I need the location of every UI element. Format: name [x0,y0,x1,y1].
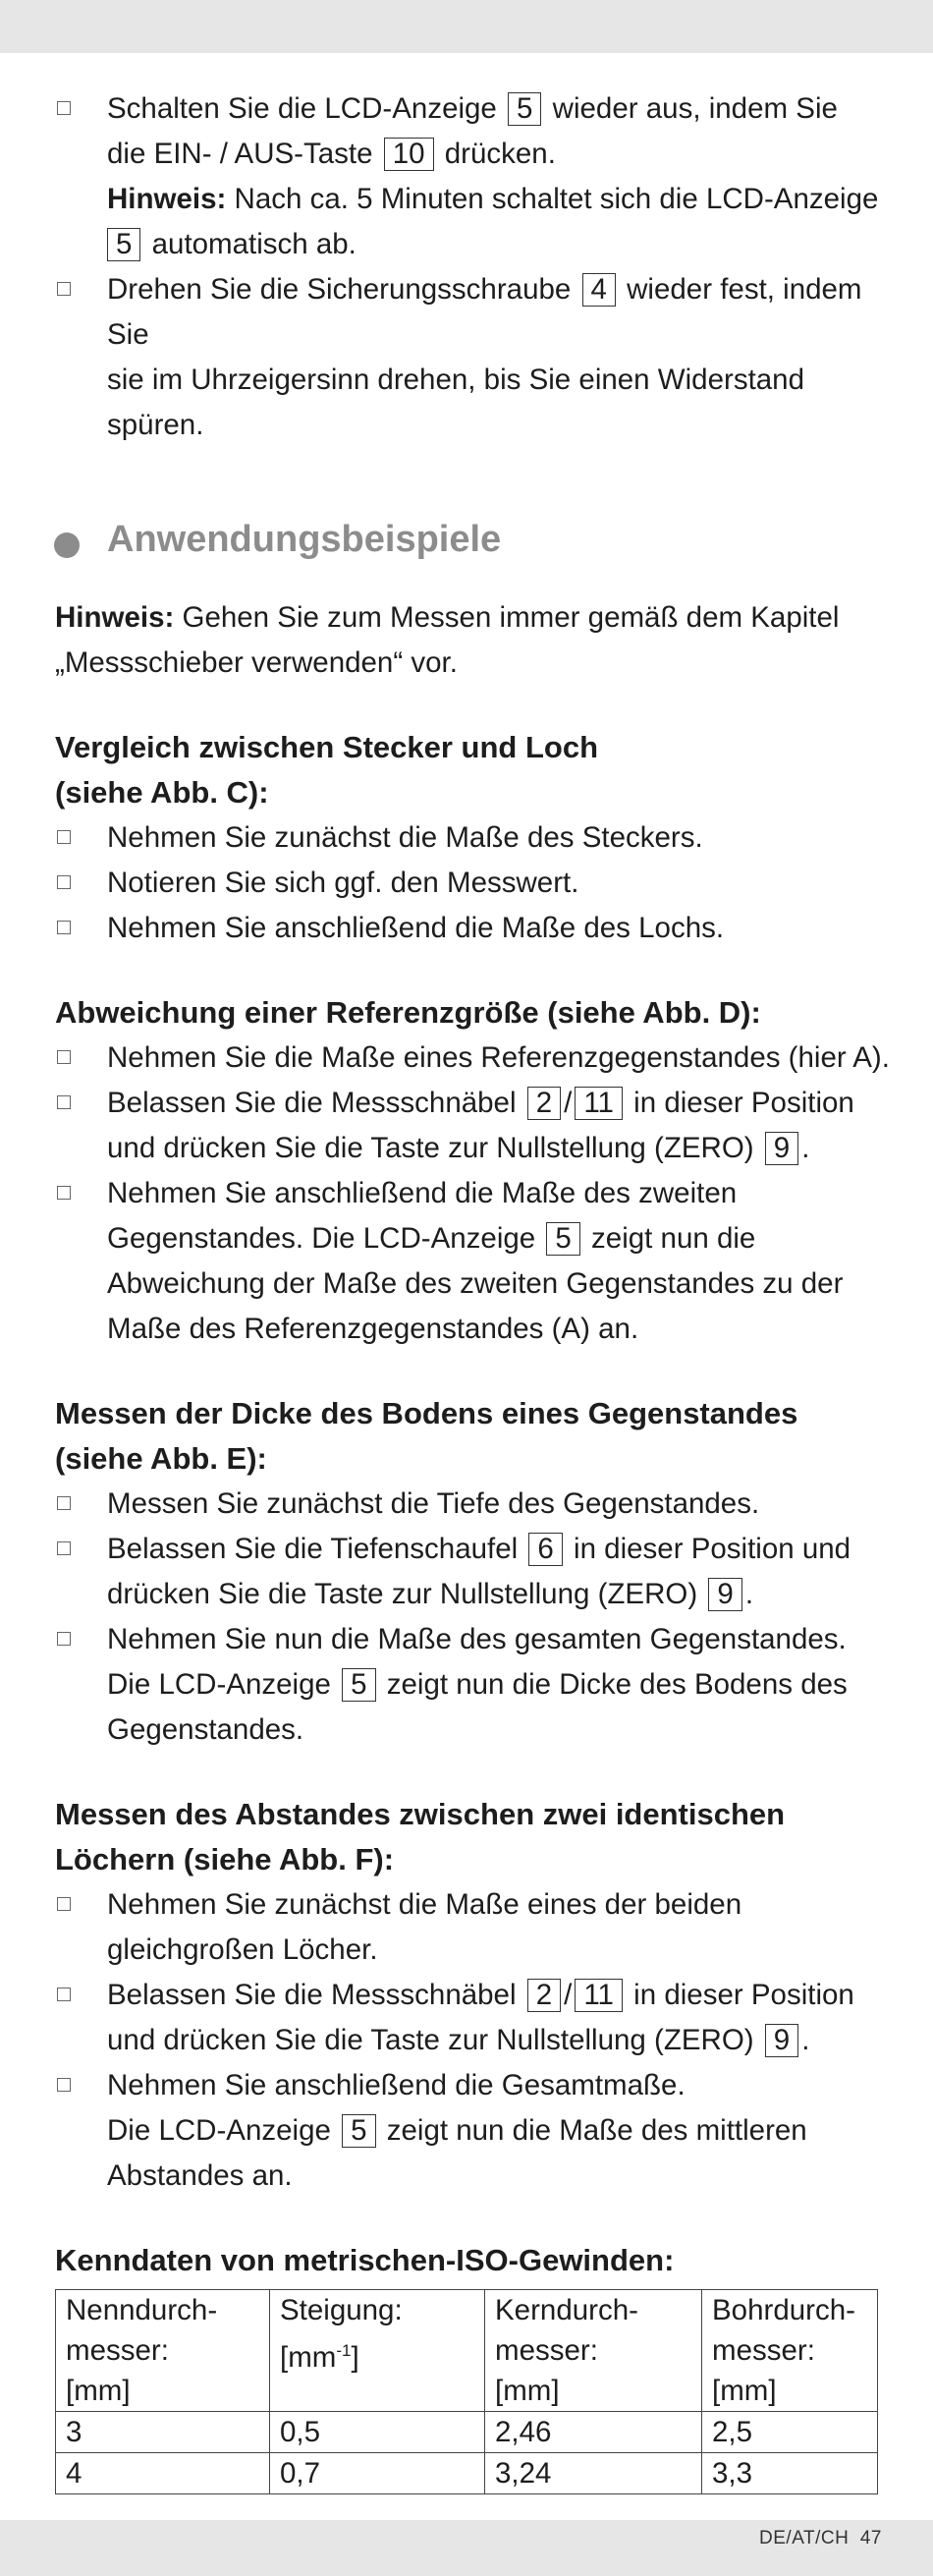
checkbox-bullet-icon [57,282,71,296]
note-label: Hinweis: [107,183,227,215]
list-item: Belassen Sie die Tiefenschaufel 6 in dieser Position und drücken Sie die Taste zur Nullstellung (ZERO) 9 . [0,1527,933,1617]
table-header-row [56,2290,878,2412]
intro-note: Hinweis: Gehen Sie zum Messen immer gemäß dem Kapitel „Messschieber verwenden“ vor. [55,601,840,679]
part-number-box: 10 [384,138,434,171]
part-number-box: 5 [508,92,541,126]
table-header-cell: Nenndurch- messer: [mm] [56,2290,270,2412]
section-title: Anwendungsbeispiele [0,515,933,574]
checkbox-bullet-icon [57,1186,71,1200]
table-header-cell: Kerndurch- messer: [mm] [485,2290,702,2412]
part-number-box: 11 [575,1979,623,2012]
part-number-box: 11 [575,1087,623,1120]
part-number-box: 9 [708,1578,741,1611]
part-number-box: 5 [342,1668,375,1702]
list-item: Nehmen Sie die Maße eines Referenzgegenstandes (hier A). [0,1036,933,1081]
thread-data-table [55,2289,878,2494]
part-number-box: 2 [527,1087,561,1120]
table-row [56,2412,878,2453]
checkbox-bullet-icon [57,830,71,844]
part-number-box: 5 [107,228,140,261]
table-title: Kenndaten von metrischen-ISO-Gewinden: [55,2243,675,2277]
list-item: Nehmen Sie anschließend die Gesamtmaße. Die LCD-Anzeige 5 zeigt nun die Maße des mittleren Abstandes an. [0,2063,933,2199]
table-cell: 2,46 [485,2412,702,2453]
list-item: Nehmen Sie zunächst die Maße eines der beiden gleichgroßen Löcher. [0,1882,933,1973]
list-item: Notieren Sie sich ggf. den Messwert. [0,861,933,906]
list-item: Nehmen Sie zunächst die Maße des Steckers. [0,815,933,861]
table-header-cell: Steigung: $[mm^{-1}]$ [270,2290,485,2412]
page-number: 47 [859,2528,882,2548]
checkbox-bullet-icon [57,1496,71,1510]
subheading: Messen des Abstandes zwischen zwei identischen Löchern (siehe Abb. F): [55,1797,786,1876]
table-header-cell: Bohrdurch- messer: [mm] [702,2290,878,2412]
section-bullet-icon [54,532,80,558]
page-content [0,86,933,2494]
region-label: DE/AT/CH [759,2528,850,2548]
top-bar [0,0,933,53]
checkbox-bullet-icon [57,2078,71,2092]
list-item: Nehmen Sie anschließend die Maße des Lochs. [0,906,933,951]
subheading: Abweichung einer Referenzgröße (siehe Abb. D): [55,995,761,1030]
list-item: Nehmen Sie nun die Maße des gesamten Gegenstandes. Die LCD-Anzeige 5 zeigt nun die Dicke des Bodens des Gegenstandes. [0,1617,933,1753]
list-item: Nehmen Sie anschließend die Maße des zweiten Gegenstandes. Die LCD-Anzeige 5 zeigt nun die Abweichung der Maße des zweiten Gegenstandes zu der Maße des Referenzgegenstandes (A) an. [0,1171,933,1352]
page-footer [759,2528,882,2549]
list-item: Drehen Sie die Sicherungsschraube 4 wieder fest, indem Sie sie im Uhrzeigersinn drehen, bis Sie einen Widerstand spüren. [0,267,933,448]
checkbox-bullet-icon [57,1050,71,1064]
list-item: Schalten Sie die LCD-Anzeige 5 wieder aus, indem Sie die EIN- / AUS-Taste 10 drücken. Hinweis: Nach ca. 5 Minuten schaltet sich die LCD-Anzeige 5 automatisch ab. [0,86,933,267]
table-row [56,2453,878,2494]
checkbox-bullet-icon [57,1897,71,1911]
table-cell: 2,5 [702,2412,878,2453]
table-cell: 3,3 [702,2453,878,2494]
part-number-box: 6 [528,1533,562,1566]
table-cell: 0,5 [270,2412,485,2453]
list-item: Belassen Sie die Messschnäbel 2 / 11 in dieser Position und drücken Sie die Taste zur Nullstellung (ZERO) 9 . [0,1973,933,2063]
part-number-box: 5 [546,1222,579,1256]
checkbox-bullet-icon [57,101,71,115]
part-number-box: 9 [765,2024,798,2057]
checkbox-bullet-icon [57,1632,71,1646]
table-cell: 3,24 [485,2453,702,2494]
part-number-box: 9 [765,1132,798,1165]
list-item: Belassen Sie die Messschnäbel 2 / 11 in dieser Position und drücken Sie die Taste zur Nullstellung (ZERO) 9 . [0,1081,933,1171]
table-cell: 0,7 [270,2453,485,2494]
checkbox-bullet-icon [57,875,71,889]
checkbox-bullet-icon [57,1541,71,1555]
checkbox-bullet-icon [57,1988,71,2001]
part-number-box: 4 [582,273,616,307]
part-number-box: 5 [342,2114,375,2148]
table-cell: 3 [56,2412,270,2453]
table-cell: 4 [56,2453,270,2494]
subheading: Messen der Dicke des Bodens eines Gegenstandes (siehe Abb. E): [55,1396,798,1476]
checkbox-bullet-icon [57,921,71,934]
checkbox-bullet-icon [57,1095,71,1109]
subheading: Vergleich zwischen Stecker und Loch (siehe Abb. C): [55,730,599,810]
part-number-box: 2 [527,1979,561,2012]
list-item: Messen Sie zunächst die Tiefe des Gegenstandes. [0,1482,933,1527]
